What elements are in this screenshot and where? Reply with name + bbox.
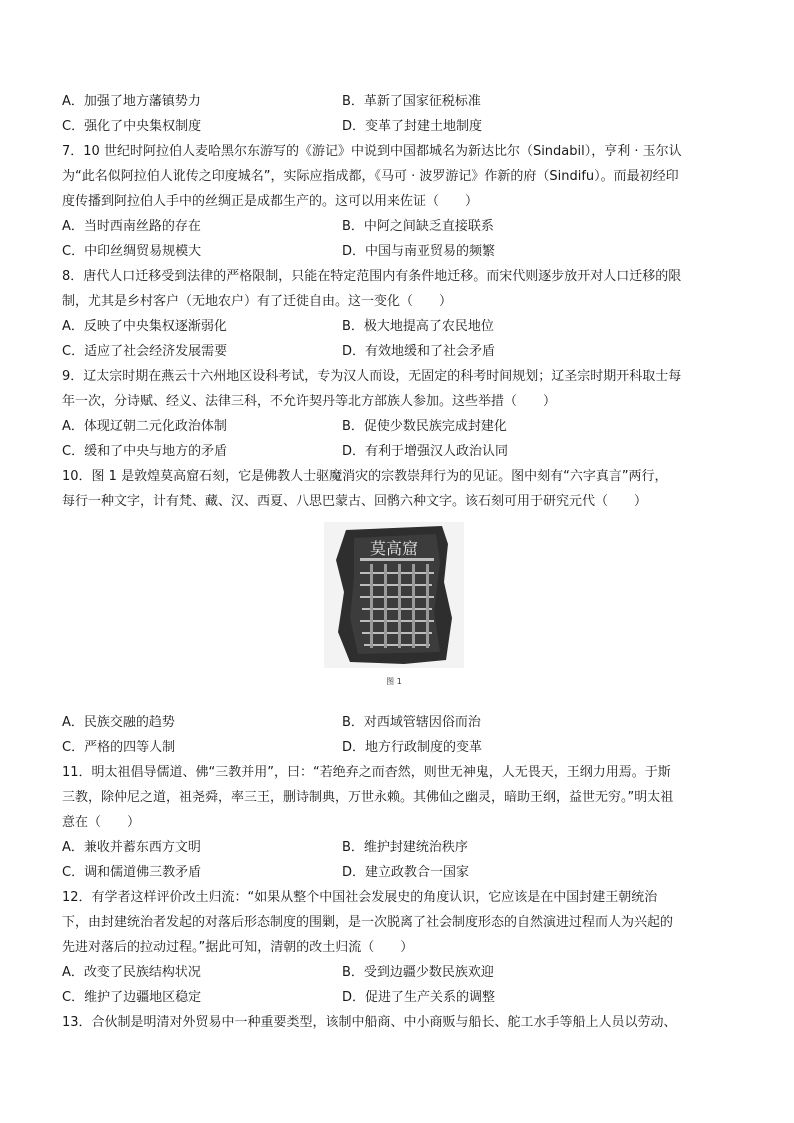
q12-option-d: D．促进了生产关系的调整 <box>342 990 496 1005</box>
q11-stem-line-2: 三教，除仲尼之道，祖尧舜，率三王，删诗制典，万世永赖。其佛仙之幽灵，暗助王纲，益世无穷。”明太祖 <box>62 790 674 805</box>
q10-option-c: C．严格的四等人制 <box>62 740 176 755</box>
q11-option-c: C．调和儒道佛三教矛盾 <box>62 865 202 880</box>
q6-option-c: C．强化了中央集权制度 <box>62 119 202 134</box>
q11-stem-line-3: 意在（ ） <box>62 815 141 830</box>
q10-option-a: A．民族交融的趋势 <box>62 715 175 730</box>
q12-options-row-2 <box>62 985 734 1010</box>
q12-options-row-1 <box>62 960 734 985</box>
q9-stem-line-1: 9．辽太宗时期在燕云十六州地区设科考试，专为汉人而设，无固定的科考时间规划；辽圣宗时期开科取士每 <box>62 369 682 384</box>
q9-option-c: C．缓和了中央与地方的矛盾 <box>62 444 228 459</box>
stone-inscription-image <box>324 522 464 668</box>
q8-option-b: B．极大地提高了农民地位 <box>342 319 494 334</box>
q10-option-d: D．地方行政制度的变革 <box>342 740 483 755</box>
q12-option-c: C．维护了边疆地区稳定 <box>62 990 202 1005</box>
q11-option-a: A．兼收并蓄东西方文明 <box>62 840 201 855</box>
q11-options-row-2 <box>62 860 734 885</box>
q8-option-d: D．有效地缓和了社会矛盾 <box>342 344 496 359</box>
q9-stem-line-2: 年一次，分诗赋、经义、法律三科，不允许契丹等北方部族人参加。这些举措（ ） <box>62 394 557 409</box>
stone-inscription-drawing <box>324 522 464 668</box>
q10-stem-line-2: 每行一种文字，计有梵、藏、汉、西夏、八思巴蒙古、回鹘六种文字。该石刻可用于研究元代（ ） <box>62 494 648 509</box>
q7-options-row-1 <box>62 214 734 239</box>
q11-option-b: B．维护封建统治秩序 <box>342 840 468 855</box>
q12-stem-line-2: 下，由封建统治者发起的对落后形态制度的围剿，是一次脱离了社会制度形态的自然演进过程而人为兴起的 <box>62 915 674 930</box>
q8-stem-line-2: 制，尤其是乡村客户（无地农户）有了迁徙自由。这一变化（ ） <box>62 294 453 309</box>
q7-options-row-2 <box>62 239 734 264</box>
figure-1 <box>62 514 734 710</box>
q7-option-b: B．中阿之间缺乏直接联系 <box>342 219 494 234</box>
q7-option-d: D．中国与南亚贸易的频繁 <box>342 244 496 259</box>
q7-stem-line-1: 7．10 世纪时阿拉伯人麦哈黑尔东游写的《游记》中说到中国都城名为新达比尔（Sindabil），亨利 · 玉尔认 <box>62 144 682 159</box>
q11-option-d: D．建立政教合一国家 <box>342 865 470 880</box>
q7-option-a: A．当时西南丝路的存在 <box>62 219 201 234</box>
q7-stem-line-2: 为“此名似阿拉伯人讹传之印度城名”，实际应指成都，《马可 · 波罗游记》作新的府（Sindifu）。而最初经印 <box>62 169 679 184</box>
q10-option-b: B．对西域管辖因俗而治 <box>342 715 481 730</box>
question-body <box>62 89 734 1035</box>
q11-options-row-1 <box>62 835 734 860</box>
q13-stem-line-1: 13．合伙制是明清对外贸易中一种重要类型，该制中船商、中小商贩与船长、舵工水手等船上人员以劳动、 <box>62 1015 677 1030</box>
q7-stem-line-3: 度传播到阿拉伯人手中的丝绸正是成都生产的。这可以用来佐证（ ） <box>62 194 479 209</box>
q8-option-a: A．反映了中央集权逐渐弱化 <box>62 319 227 334</box>
q12-stem-line-3: 先进对落后的拉动过程。”据此可知，清朝的改土归流（ ） <box>62 940 414 955</box>
q9-options-row-1 <box>62 414 734 439</box>
q10-options-row-2 <box>62 735 734 760</box>
q6-options-row-2 <box>62 114 734 139</box>
q12-option-a: A．改变了民族结构状况 <box>62 965 201 980</box>
q9-option-d: D．有利于增强汉人政治认同 <box>342 444 509 459</box>
q9-option-b: B．促使少数民族完成封建化 <box>342 419 507 434</box>
q8-options-row-2 <box>62 339 734 364</box>
q11-stem-line-1: 11．明太祖倡导儒道、佛“三教并用”，曰：“若绝弃之而杳然，则世无神鬼，人无畏天，王纲力用焉。于斯 <box>62 765 671 780</box>
q8-option-c: C．适应了社会经济发展需要 <box>62 344 228 359</box>
q6-option-d: D．变革了封建土地制度 <box>342 119 483 134</box>
figure-caption: 图 1 <box>386 677 402 686</box>
q9-option-a: A．体现辽朝二元化政治体制 <box>62 419 227 434</box>
q9-options-row-2 <box>62 439 734 464</box>
stone-title-text: 莫高窟 <box>369 539 419 558</box>
q6-option-a: A．加强了地方藩镇势力 <box>62 94 201 109</box>
q6-options-row-1 <box>62 89 734 114</box>
q10-stem-line-1: 10．图 1 是敦煌莫高窟石刻，它是佛教人士驱魔消灾的宗教崇拜行为的见证。图中刻有“六字真言”两行， <box>62 469 668 484</box>
q7-option-c: C．中印丝绸贸易规模大 <box>62 244 202 259</box>
q6-option-b: B．革新了国家征税标准 <box>342 94 481 109</box>
q12-option-b: B．受到边疆少数民族欢迎 <box>342 965 494 980</box>
q8-options-row-1 <box>62 314 734 339</box>
q10-options-row-1 <box>62 710 734 735</box>
q8-stem-line-1: 8．唐代人口迁移受到法律的严格限制，只能在特定范围内有条件地迁移。而宋代则逐步放开对人口迁移的限 <box>62 269 682 284</box>
q12-stem-line-1: 12．有学者这样评价改土归流：“如果从整个中国社会发展史的角度认识，它应该是在中国封建王朝统治 <box>62 890 658 905</box>
